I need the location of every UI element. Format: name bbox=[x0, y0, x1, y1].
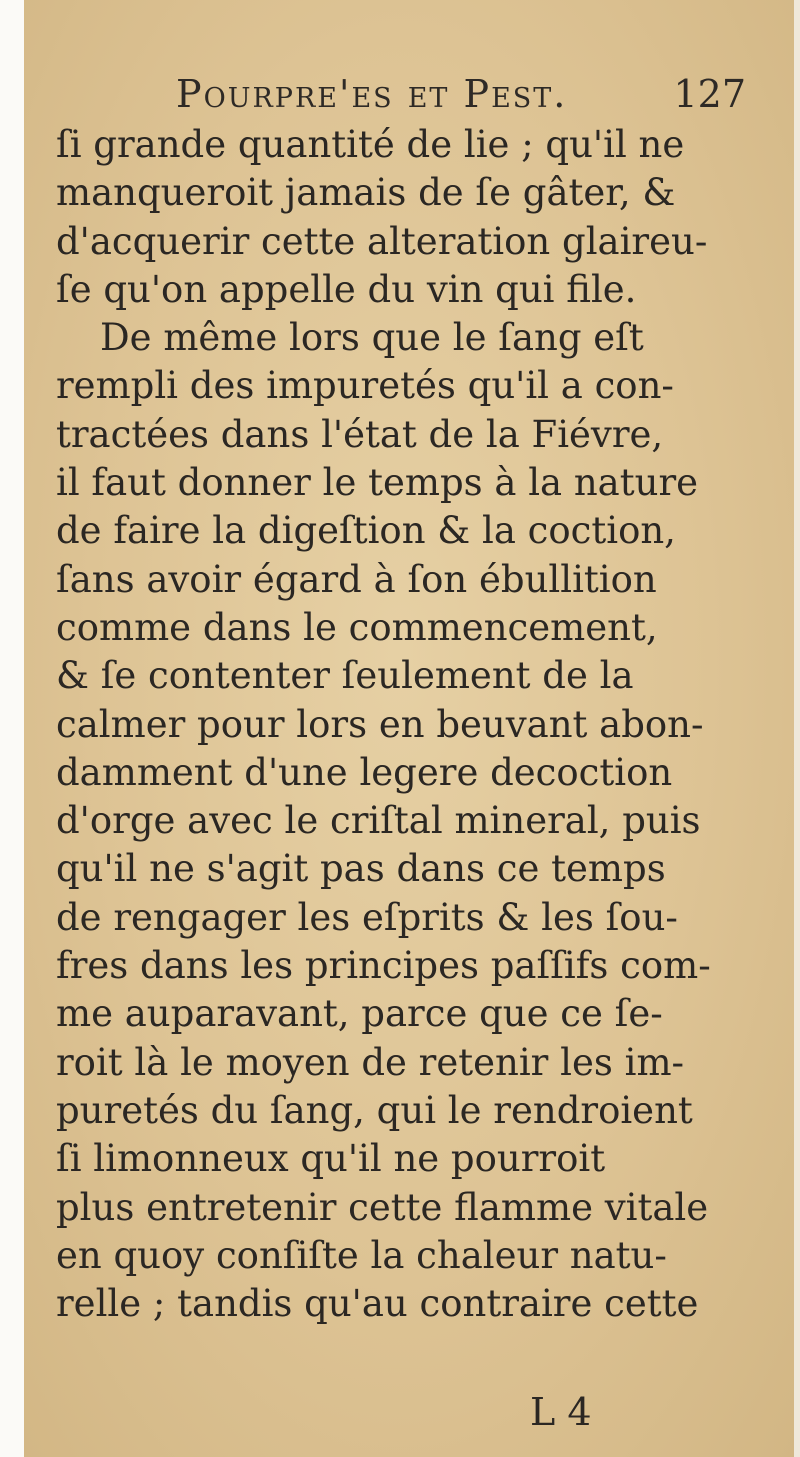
text-line: calmer pour lors en beuvant abon- bbox=[56, 702, 704, 746]
text-line: en quoy conſiſte la chaleur natu- bbox=[56, 1233, 667, 1277]
text-line: puretés du ſang, qui le rendroient bbox=[56, 1088, 693, 1132]
text-line: d'orge avec le criſtal mineral, puis bbox=[56, 799, 701, 843]
text-line: d'acquerir cette alteration glaireu- bbox=[56, 219, 708, 263]
scan-margin-right bbox=[794, 0, 800, 1457]
text-line: ſans avoir égard à ſon ébullition bbox=[56, 557, 657, 601]
scan-margin-left bbox=[0, 0, 24, 1457]
text-line: ſi grande quantité de lie ; qu'il ne bbox=[56, 123, 685, 166]
text-line: & ſe contenter ſeulement de la bbox=[56, 654, 634, 698]
text-line: damment d'une legere decoction bbox=[56, 750, 673, 794]
running-head-title: Pourpre'es et Pest. bbox=[176, 72, 568, 116]
text-line: ſe qu'on appelle du vin qui file. bbox=[56, 267, 637, 311]
text-line: relle ; tandis qu'au contraire cette bbox=[56, 1282, 699, 1326]
text-line: plus entretenir cette flamme vitale bbox=[56, 1185, 709, 1229]
body-text bbox=[56, 121, 736, 1328]
paragraph-start-line: De même lors que le ſang eſt bbox=[100, 316, 644, 360]
running-head bbox=[176, 72, 746, 122]
text-line: manqueroit jamais de ſe gâter, & bbox=[56, 171, 676, 215]
text-line: tractées dans l'état de la Fiévre, bbox=[56, 412, 664, 456]
text-line: roit là le moyen de retenir les im- bbox=[56, 1040, 685, 1084]
text-line: me auparavant, parce que ce ſe- bbox=[56, 992, 663, 1036]
page-number: 127 bbox=[673, 72, 746, 116]
text-line: rempli des impuretés qu'il a con- bbox=[56, 364, 674, 408]
text-line: ſi limonneux qu'il ne pourroit bbox=[56, 1137, 606, 1181]
text-line: il faut donner le temps à la nature bbox=[56, 461, 699, 505]
text-line: de faire la digeſtion & la coction, bbox=[56, 509, 676, 553]
text-line: qu'il ne s'agit pas dans ce temps bbox=[56, 847, 666, 891]
text-line: de rengager les eſprits & les ſou- bbox=[56, 895, 678, 939]
text-line: fres dans les principes paſſifs com- bbox=[56, 944, 711, 988]
signature-mark: L 4 bbox=[530, 1390, 592, 1434]
text-line: comme dans le commencement, bbox=[56, 605, 658, 649]
